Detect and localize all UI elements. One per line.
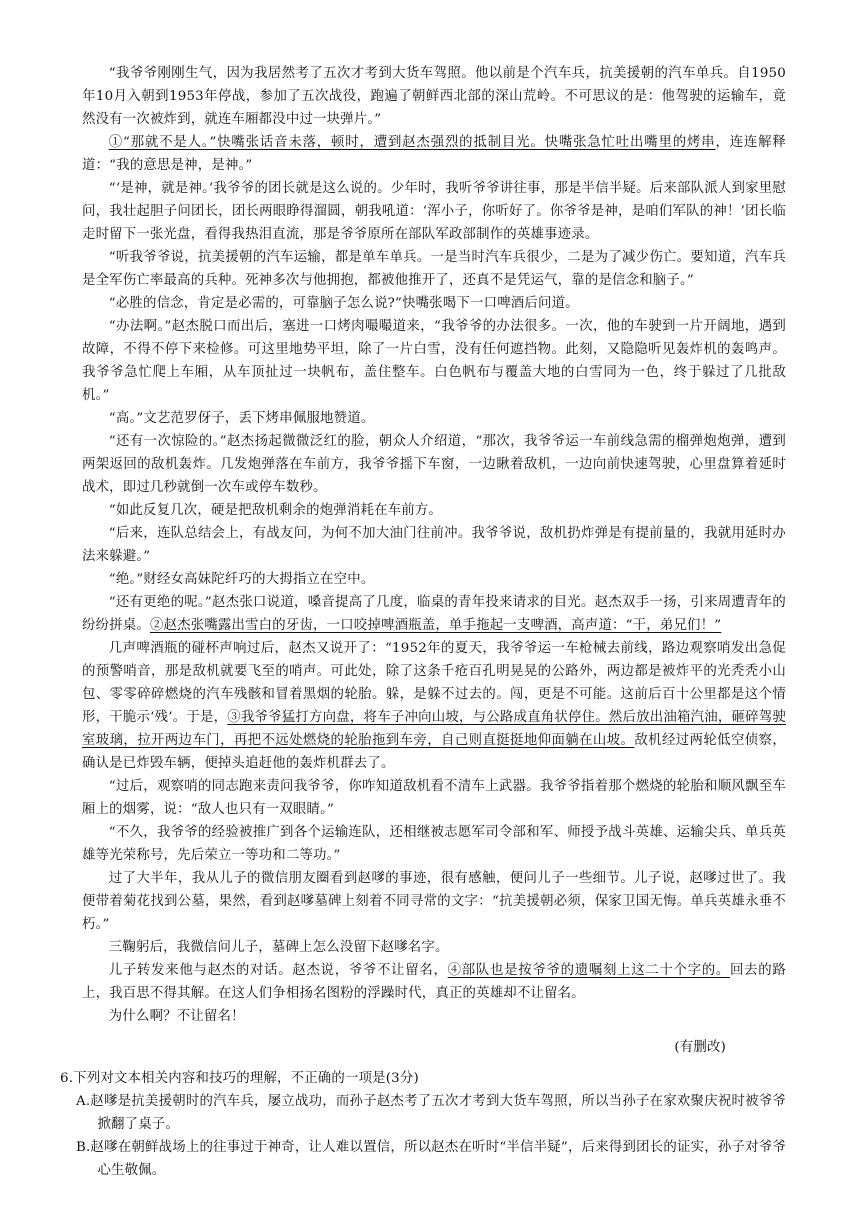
paragraph-text: “高。”文艺范罗伢子，丢下烤串佩服地赞道。 bbox=[108, 411, 375, 426]
paragraph-text: 敌机经过两轮低空侦察，确认是已炸毁车辆，便掉头追赶他的轰炸机群去了。 bbox=[82, 733, 786, 771]
option-a: A.赵嗲是抗美援朝时的汽车兵，屡立战功，而孙子赵杰考了五次才考到大货车驾照，所以当孙子在家欢聚庆祝时被爷爷掀翻了桌子。 bbox=[76, 1094, 786, 1132]
passage-paragraph bbox=[82, 407, 786, 430]
passage-paragraph bbox=[82, 775, 786, 821]
paragraph-text: 回去的路上，我百思不得其解。在这人们争相扬名图粉的浮躁时代，真正的英雄却不让留名。 bbox=[82, 963, 786, 1001]
paragraph-text: “必胜的信念，肯定是必需的，可靠脑子怎么说?”快嘴张喝下一口啤酒后问道。 bbox=[108, 296, 579, 311]
paragraph-text: “绝。”财经女高妹陀纤巧的大拇指立在空中。 bbox=[108, 572, 375, 587]
passage-paragraph bbox=[82, 591, 786, 637]
paragraph-text: 几声啤酒瓶的碰杯声响过后，赵杰又说开了：“1952年的夏天，我爷爷运一车枪械去前线，路边观察哨发出急促的预警哨音，那是敌机就要飞至的哨声。可此处，除了这条千疮百孔明晃晃的公路外，两边都是被炸平的光秃秃小山包、零零碎碎燃烧的汽车残骸和冒着黑烟的轮胎。躲，是躲不过去的。闯，更是不可能。这前后百十公里都是这个情形，干脆示‘残’。于是， bbox=[82, 641, 786, 725]
source-note: (有删改) bbox=[674, 1040, 726, 1055]
passage-body bbox=[82, 62, 786, 1028]
passage-paragraph bbox=[82, 821, 786, 867]
passage-paragraph bbox=[82, 522, 786, 568]
paragraph-text: “不久，我爷爷的经验被推广到各个运输连队，还相继被志愿军司令部和军、师授予战斗英雄、运输尖兵、单兵英雄等光荣称号，先后荣立一等功和二等功。” bbox=[82, 825, 786, 863]
paragraph-text: “还有一次惊险的。”赵杰扬起微微泛红的脸，朝众人介绍道，“那次，我爷爷运一车前线急需的榴弹炮炮弹，遭到两架返回的敌机轰炸。几发炮弹落在车前方，我爷爷摇下车窗，一边瞅着敌机，一边向前快速驾驶，心里盘算着延时战术，即过几秒就倒一次车或停车数秒。 bbox=[82, 434, 786, 495]
underlined-sentence: ①“那就不是人。”快嘴张话音未落，顿时，遭到赵杰强烈的抵制目光。快嘴张急忙吐出嘴里的烤串 bbox=[108, 135, 716, 150]
passage-paragraph bbox=[82, 62, 786, 131]
paragraph-text: “办法啊。”赵杰脱口而出后，塞进一口烤肉嘬嘬道来，“我爷爷的办法很多。一次，他的车驶到一片开阔地，遇到故障，不得不停下来检修。可这里地势平坦，除了一片白雪，没有任何遮挡物。此刻，又隐隐听见轰炸机的轰鸣声。我爷爷急忙爬上车厢，从车顶扯过一块帆布，盖住整车。白色帆布与覆盖大地的白雪同为一色，终于躲过了几批敌机。” bbox=[82, 319, 786, 403]
paragraph-text: “过后，观察哨的同志跑来责问我爷爷，你咋知道敌机看不清车上武器。我爷爷指着那个燃烧的轮胎和顺风飘至车厢上的烟雾，说：“敌人也只有一双眼睛。” bbox=[82, 779, 786, 817]
paragraph-text: 为什么啊？不让留名！ bbox=[108, 1009, 245, 1024]
passage-paragraph bbox=[82, 430, 786, 499]
underlined-sentence: ③我爷爷猛打方向盘，将车子冲向山坡，与公路成直角状停住。然后放出油箱汽油，砸碎驾驶室玻璃，拉开两边车门，再把不远处燃烧的轮胎拖到车旁，自己则直挺挺地仰面躺在山坡。 bbox=[82, 710, 786, 748]
passage-paragraph bbox=[82, 936, 786, 959]
underlined-sentence: ④部队也是按爷爷的遗嘱刻上这二十个字的。 bbox=[447, 963, 731, 978]
passage-paragraph bbox=[82, 315, 786, 407]
paragraph-text: “如此反复几次，硬是把敌机剩余的炮弹消耗在车前方。 bbox=[108, 503, 443, 518]
passage-paragraph bbox=[82, 292, 786, 315]
paragraph-text: 过了大半年，我从儿子的微信朋友圈看到赵嗲的事迹，很有感触，便问儿子一些细节。儿子说，赵嗲过世了。我便带着菊花找到公墓，果然，看到赵嗲墓碑上刻着不同寻常的文字：“抗美援朝必须，保家卫国无悔。单兵英雄永垂不朽。” bbox=[82, 871, 786, 932]
paragraph-text: 三鞠躬后，我微信问儿子，墓碑上怎么没留下赵嗲名字。 bbox=[108, 940, 449, 955]
passage-paragraph bbox=[82, 637, 786, 775]
passage-paragraph bbox=[82, 246, 786, 292]
reading-passage bbox=[60, 62, 786, 1182]
paragraph-text: “还有更绝的呢。”赵杰张口说道，嗓音提高了几度，临桌的青年投来请求的目光。赵杰双手一扬，引来周遭青年的纷纷拼桌。 bbox=[82, 595, 786, 633]
passage-paragraph bbox=[82, 499, 786, 522]
paragraph-text: 儿子转发来他与赵杰的对话。赵杰说，爷爷不让留名， bbox=[108, 963, 448, 978]
passage-paragraph bbox=[82, 568, 786, 591]
passage-paragraph bbox=[82, 959, 786, 1005]
paragraph-text: “‘是神，就是神。’我爷爷的团长就是这么说的。少年时，我听爷爷讲往事，那是半信半疑。后来部队派人到家里慰问，我壮起胆子问团长，团长两眼睁得溜圆，朝我吼道：‘浑小子，你听好了。你爷爷是神，是咱们军队的神！’团长临走时留下一张光盘，看得我热泪直流，那是爷爷原所在部队军政部制作的英雄事迹录。 bbox=[82, 181, 786, 242]
paragraph-text: “我爷爷刚刚生气，因为我居然考了五次才考到大货车驾照。他以前是个汽车兵，抗美援朝的汽车单兵。自1950年10月入朝到1953年停战，参加了五次战役，跑遍了朝鲜西北部的深山荒岭。不可思议的是：他驾驶的运输车，竟然没有一次被炸到，就连车厢都没中过一块弹片。” bbox=[82, 66, 786, 127]
passage-paragraph bbox=[82, 131, 786, 177]
paragraph-text: ，连连解释道：“我的意思是神，是神。” bbox=[82, 135, 786, 173]
passage-paragraph bbox=[82, 1005, 786, 1028]
option-b: B.赵嗲在朝鲜战场上的往事过于神奇，让人难以置信，所以赵杰在听时“半信半疑”，后来得到团长的证实，孙子对爷爷心生敬佩。 bbox=[76, 1140, 786, 1178]
passage-paragraph bbox=[82, 177, 786, 246]
question-title: 6.下列对文本相关内容和技巧的理解，不正确的一项是(3分) bbox=[60, 1071, 419, 1086]
underlined-sentence: ②赵杰张嘴露出雪白的牙齿，一口咬掉啤酒瓶盖，单手拖起一支啤酒，高声道：“干，弟兄们！” bbox=[149, 618, 722, 633]
paragraph-text: “后来，连队总结会上，有战友问，为何不加大油门往前冲。我爷爷说，敌机扔炸弹是有提前量的，我就用延时办法来躲避。” bbox=[82, 526, 786, 564]
paragraph-text: “听我爷爷说，抗美援朝的汽车运输，都是单车单兵。一是当时汽车兵很少，二是为了减少伤亡。要知道，汽车兵是全军伤亡率最高的兵种。死神多次与他拥抱，都被他推开了，还真不是凭运气，靠的是信念和脑子。” bbox=[82, 250, 786, 288]
passage-paragraph bbox=[82, 867, 786, 936]
